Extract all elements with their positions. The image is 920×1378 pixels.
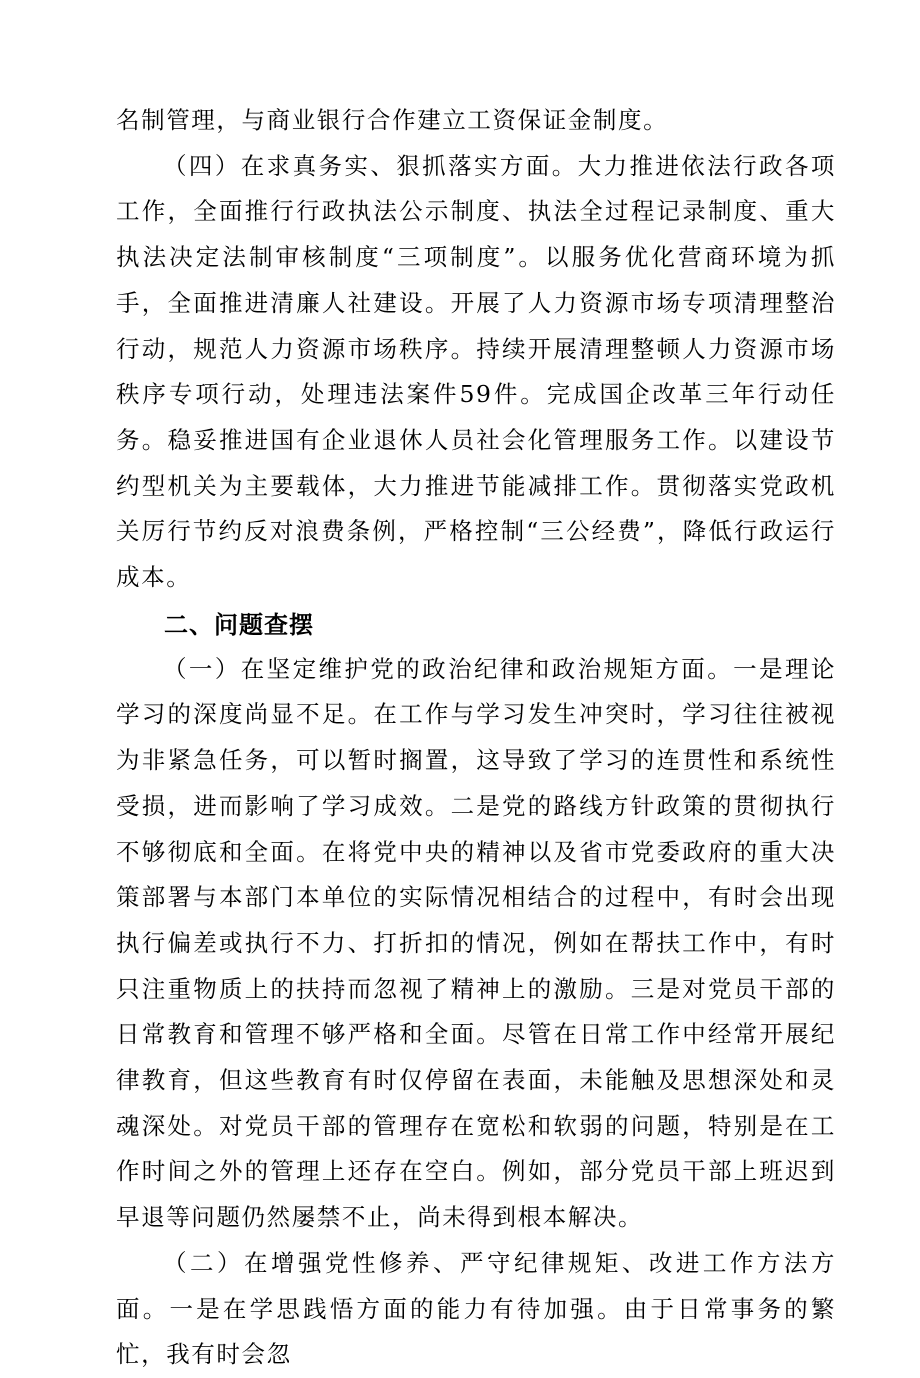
paragraph-section-four: （四）在求真务实、狠抓落实方面。大力推进依法行政各项工作，全面推行行政执法公示制度、执法全过程记录制度、重大执法决定法制审核制度“三项制度”。以服务优化营商环境为抓手，全面推进清廉人社建设。开展了人力资源市场专项清理整治行动，规范人力资源市场秩序。持续开展清理整顿人力资源市场秩序专项行动，处理违法案件59件。完成国企改革三年行动任务。稳妥推进国有企业退休人员社会化管理服务工作。以建设节约型机关为主要载体，大力推进节能减排工作。贯彻落实党政机关厉行节约反对浪费条例，严格控制“三公经费”，降低行政运行成本。 [116, 151, 836, 592]
document-body [116, 98, 836, 1378]
paragraph-problem-two: （二）在增强党性修养、严守纪律规矩、改进工作方法方面。一是在学思践悟方面的能力有待加强。由于日常事务的繁忙，我有时会忽 [116, 1248, 836, 1369]
paragraph-problem-one: （一）在坚定维护党的政治纪律和政治规矩方面。一是理论学习的深度尚显不足。在工作与学习发生冲突时，学习往往被视为非紧急任务，可以暂时搁置，这导致了学习的连贯性和系统性受损，进而影响了学习成效。二是党的路线方针政策的贯彻执行不够彻底和全面。在将党中央的精神以及省市党委政府的重大决策部署与本部门本单位的实际情况相结合的过程中，有时会出现执行偏差或执行不力、打折扣的情况，例如在帮扶工作中，有时只注重物质上的扶持而忽视了精神上的激励。三是对党员干部的日常教育和管理不够严格和全面。尽管在日常工作中经常开展纪律教育，但这些教育有时仅停留在表面，未能触及思想深处和灵魂深处。对党员干部的管理存在宽松和软弱的问题，特别是在工作时间之外的管理上还存在空白。例如，部分党员干部上班迟到早退等问题仍然屡禁不止，尚未得到根本解决。 [116, 654, 836, 1232]
paragraph-continuation: 名制管理，与商业银行合作建立工资保证金制度。 [116, 106, 669, 134]
section-heading-problems: 二、问题查摆 [164, 610, 314, 639]
